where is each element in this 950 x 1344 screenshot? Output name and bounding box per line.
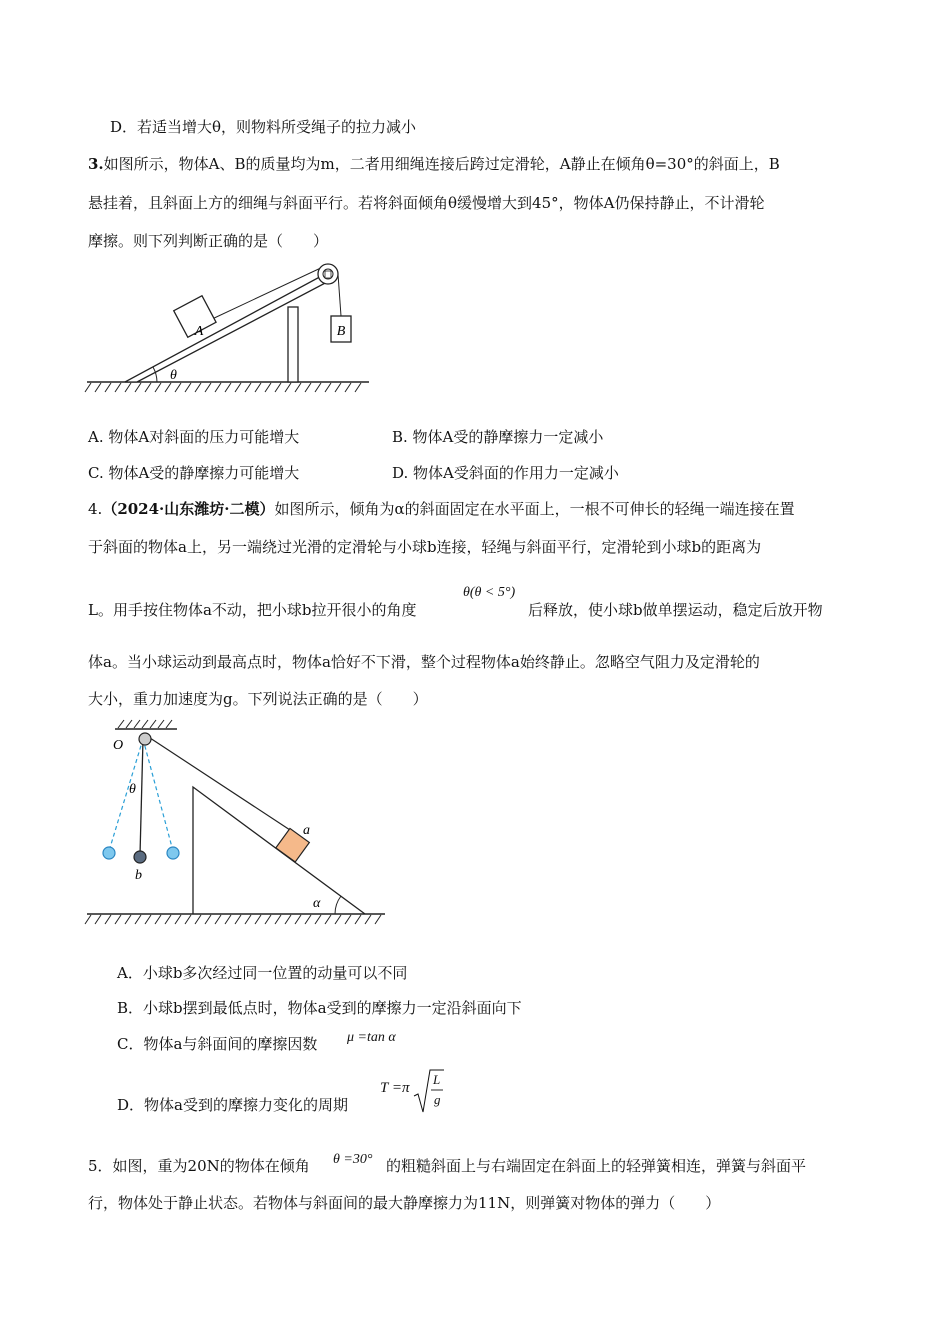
q3-option-d: D. 物体A受斜面的作用力一定减小 [392,464,619,482]
q4-ball-right [167,847,179,859]
q3-label-theta: θ [170,368,177,383]
q4-option-c: C．物体a与斜面间的摩擦因数 [117,1035,318,1053]
q3-option-a: A. 物体A对斜面的压力可能增大 [88,428,300,446]
q4-label-alpha: α [313,896,321,911]
q4-label-a: a [303,823,310,838]
q3-number: 3. [88,155,104,173]
q3-option-b: B. 物体A受的静摩擦力一定减小 [392,428,604,446]
q4-stem-line1 [88,499,795,519]
q4-formula-numerator: L [433,1072,441,1087]
q4-label-b: b [135,868,142,883]
q4-source: （2024·山东潍坊·二模） [102,500,275,518]
q3-stem-line1 [88,154,780,174]
q4-pulley [139,733,151,745]
q3-option-c: C. 物体A受的静摩擦力可能增大 [88,464,300,482]
q5-number: 5． [88,1157,113,1175]
q5-angle-formula: θ =30° [333,1152,373,1167]
q5-stem-line1b: 的粗糙斜面上与右端固定在斜面上的轻弹簧相连，弹簧与斜面平 [386,1157,807,1175]
q4-formula-denominator: g [434,1092,441,1107]
q4-ball-b [134,851,146,863]
q5-stem-line1a [88,1156,310,1176]
q3-label-a: A [194,324,204,339]
q4-option-c-formula: μ =tan α [347,1030,396,1045]
q3-figure [85,258,375,398]
q5-stem-line2: 行，物体处于静止状态。若物体与斜面间的最大静摩擦力为11N，则弹簧对物体的弹力（ ） [88,1194,721,1212]
q3-support-post [288,307,298,382]
q4-figure [85,715,395,930]
q4-stem-line3a: L。用手按住物体a不动，把小球b拉开很小的角度 [88,601,417,619]
q4-stem-line2: 于斜面的物体a上，另一端绕过光滑的定滑轮与小球b连接，轻绳与斜面平行，定滑轮到小球b的距离为 [88,538,762,556]
q4-line1-text: 如图所示，倾角为α的斜面固定在水平面上，一根不可伸长的轻绳一端连接在置 [274,500,795,518]
q3-line1-text: 如图所示，物体A、B的质量均为m，二者用细绳连接后跨过定滑轮，A静止在倾角θ=30°的斜面上，B [103,155,780,173]
q3-stem-line2: 悬挂着，且斜面上方的细绳与斜面平行。若将斜面倾角θ缓慢增大到45°，物体A仍保持静止，不计滑轮 [88,194,765,212]
q4-formula-left: T =π [380,1080,410,1096]
q4-option-a: A．小球b多次经过同一位置的动量可以不同 [117,964,408,982]
q4-stem-line3b: 后释放，使小球b做单摆运动，稳定后放开物 [528,601,823,619]
q5-line1a-text: 如图，重为20N的物体在倾角 [112,1157,310,1175]
q4-stem-line5: 大小，重力加速度为g。下列说法正确的是（ ） [88,690,428,708]
q4-option-d-formula [380,1068,452,1116]
q3-stem-line3: 摩擦。则下列判断正确的是（ ） [88,232,329,250]
q4-stem-line4: 体a。当小球运动到最高点时，物体a恰好不下滑，整个过程物体a始终静止。忽略空气阻力及定滑轮的 [88,653,760,671]
q4-option-b: B．小球b摆到最低点时，物体a受到的摩擦力一定沿斜面向下 [117,999,522,1017]
q4-theta-condition: θ(θ < 5°) [463,585,516,600]
q4-ball-left [103,847,115,859]
q4-label-o: O [113,738,124,753]
q4-option-d: D．物体a受到的摩擦力变化的周期 [117,1096,348,1114]
q3-incline [125,273,331,382]
q4-number: 4. [88,500,103,518]
q3-label-b: B [336,324,346,339]
prev-option-d: D．若适当增大θ，则物料所受绳子的拉力减小 [110,118,417,136]
q4-label-theta: θ [129,782,136,797]
